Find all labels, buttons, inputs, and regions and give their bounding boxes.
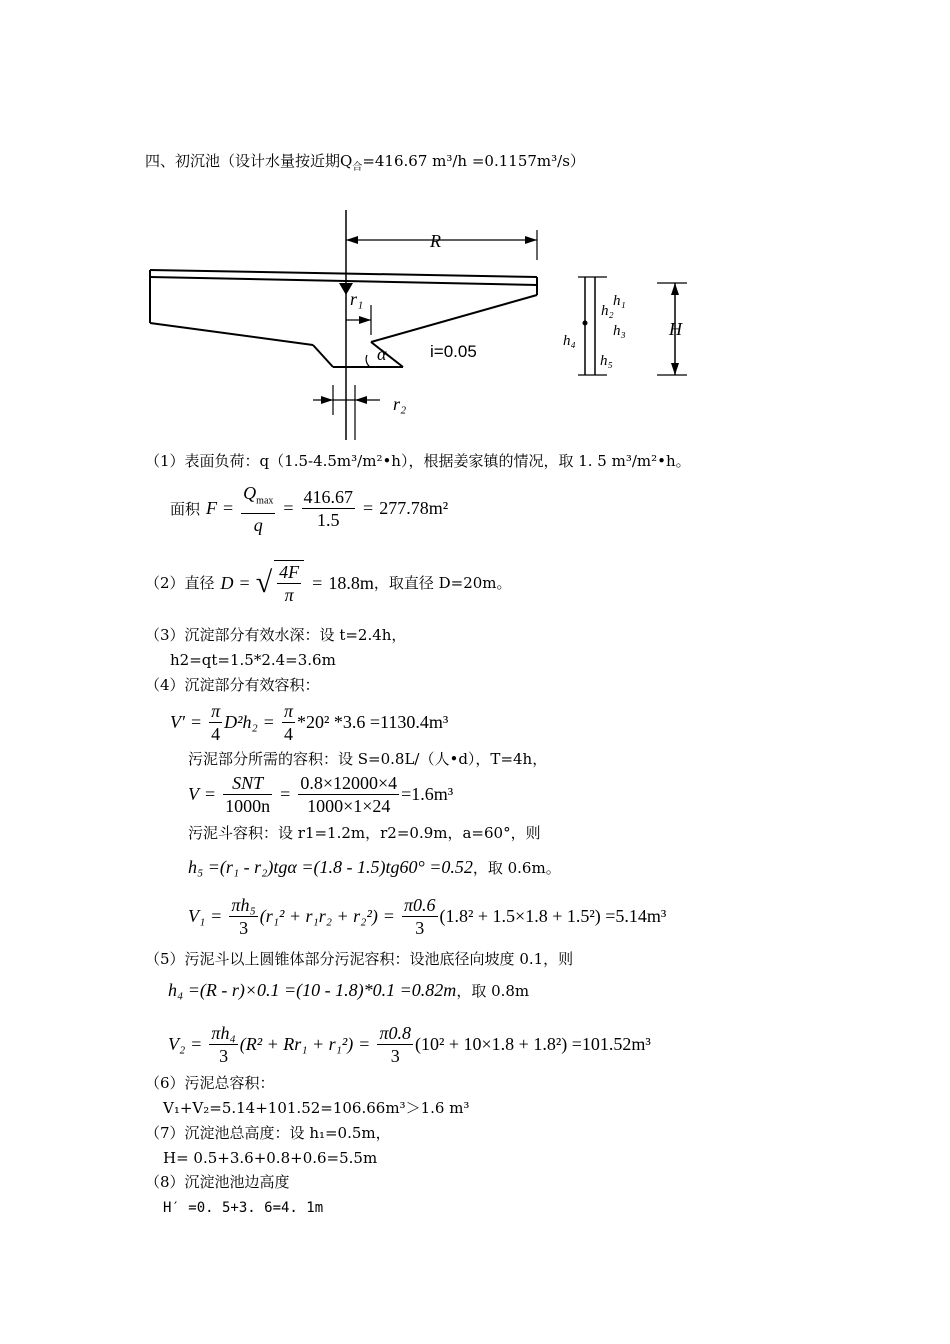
s2-sqrt: √ $\frac{4F}{\pi}$ [256,560,306,606]
s5-eq1-body: h₄ =(R - r)×0.1 =(10 - 1.8)*0.1 =0.82m [168,980,457,1000]
s1-q: q [253,514,263,535]
s4-eq1-f1d: 4 [211,724,221,744]
heading-rest: =416.67 m³/h =0.1157m³/s） [362,152,585,170]
s4-eq2-lhs: V [188,784,199,804]
s2-tail: ，取直径 D=20m。 [373,574,512,592]
settling-tank-diagram [145,205,705,445]
s4-eq2-f1n: SNT [223,772,272,795]
s4-eq2: V = $\frac{\text{SNT}}{1000n}$ = $\frac{0.8\times 12000\times 4}{1000\times 1\times 24}$ =1.6m³ [188,773,454,816]
s1-num: 416.67 [303,487,354,508]
s5-eq1-tail: ，取 0.8m [456,981,530,1000]
s1-den: 1.5 [317,510,340,531]
label-H: H [669,319,682,339]
label-alpha: α [377,344,387,364]
s5-eq2-f2d: 3 [390,1046,400,1066]
s8-line2: H′ =0. 5+3. 6=4. 1m [163,1200,324,1216]
s5-eq2-f1n: πh₄ [211,1023,236,1043]
s5-eq2: V₂ = $\frac{\text{πh₄}}{3}$ (R² + Rr₁ + r₁²) = $\frac{\pi 0.8}{3}$ (10² + 10×1.8 + 1.8²) =101.52m³ [168,1023,651,1066]
label-r2: r₂ [393,394,407,414]
s4-eq2-f2d: 1000×1×24 [307,796,391,816]
s4-eq4-f1n: πh₅ [231,895,256,915]
s4-eq2-f2n: 0.8×12000×4 [300,773,398,793]
s4-eq3-tail: ，取 0.6m。 [472,858,561,877]
label-slope: i=0.05 [430,342,477,361]
label-r1: r₁ [350,289,364,309]
s4-eq1-mid: D²h₂ [224,712,258,732]
s1-Q: Q [243,483,257,503]
s4-eq4-rest: (1.8² + 1.5×1.8 + 1.5²) =5.14m³ [439,906,667,926]
s1-F: F [206,498,218,519]
s4-eq4-f2n: π0.6 [403,895,436,915]
label-h3: h₃ [613,323,626,339]
s1-text: （1）表面负荷：q（1.5-4.5m³/m²•h），根据姜家镇的情况，取 1. 5 m³/m²•h。 [145,452,691,470]
s2-label: （2）直径 [145,574,215,592]
s4-line2: 污泥部分所需的容积：设 S=0.8L/（人•d），T=4h， [188,750,548,768]
s2-den: π [284,585,294,605]
s2-result: 18.8m [328,572,374,593]
s5-eq1 [168,980,529,1001]
s4-eq3 [188,857,561,878]
s5-eq2-f1d: 3 [219,1046,229,1066]
label-h2: h₂ [601,303,614,319]
s8-line1: （8）沉淀池池边高度 [145,1173,290,1191]
s1-frac2 [302,486,356,531]
s1-Qsub: max [256,495,274,507]
s4-eq2-f1d: 1000n [225,796,271,816]
s2-D: D [220,572,234,593]
s5-line1: （5）污泥斗以上圆锥体部分污泥容积：设池底径向坡度 0.1，则 [145,950,574,968]
s2-num: 4F [279,562,300,582]
s1-area-equation: 面积 F = $\frac{Q_{max}}{q}$ = $\frac{416.67}{1.5}$ = 277.78m² [170,483,449,535]
s4-eq1-f2d: 4 [283,724,293,744]
s5-eq2-rest: (10² + 10×1.8 + 1.8²) =101.52m³ [414,1034,651,1054]
s3-line1: （3）沉淀部分有效水深：设 t=2.4h， [145,626,407,644]
heading-prefix: 四、初沉池（设计水量按近期Q [145,152,353,170]
s4-eq3-body: h₅ =(r₁ - r₂)tgα =(1.8 - 1.5)tg60° =0.52 [188,857,473,877]
section-heading [145,152,585,177]
s7-line2: H= 0.5+3.6+0.8+0.6=5.5m [163,1149,378,1167]
s4-eq1: V′ = $\frac{\pi}{4}$ D²h₂ = $\frac{\pi}{4}$ *20² *3.6 =1130.4m³ [170,701,449,744]
s3-line2: h2=qt=1.5*2.4=3.6m [170,651,336,669]
s6-line1: （6）污泥总容积： [145,1074,275,1092]
s5-eq2-mid: (R² + Rr₁ + r₁²) [239,1034,354,1054]
s4-eq2-rest: =1.6m³ [401,784,454,804]
label-R: R [430,231,441,251]
s7-line1: （7）沉淀池总高度：设 h₁=0.5m， [145,1124,391,1142]
s5-eq2-f2n: π0.8 [379,1023,411,1043]
s6-line2: V₁+V₂=5.14+101.52=106.66m³＞1.6 m³ [163,1099,470,1117]
heading-sub: 合 [352,162,363,173]
s4-line1: （4）沉淀部分有效容积： [145,676,320,694]
s2-diameter-equation: （2）直径 D = √ $\frac{4F}{\pi}$ = 18.8m ，取直径 D=20m。 [145,562,512,605]
s1-label: 面积 [170,499,201,518]
s4-eq1-f2n: π [283,701,293,721]
s4-eq4-f2d: 3 [415,918,425,938]
label-h1: h₁ [613,293,626,309]
s4-line3: 污泥斗容积：设 r1=1.2m，r2=0.9m，a=60°，则 [188,824,541,842]
s1-result: 277.78m² [379,498,449,519]
s4-eq1-f1n: π [211,701,221,721]
s4-eq1-rest: *20² *3.6 =1130.4m³ [296,712,449,732]
s5-eq2-lhs: V₂ [168,1034,186,1054]
s4-eq4-lhs: V₁ [188,906,206,926]
s4-eq4-f1d: 3 [239,918,249,938]
s4-eq4-mid: (r₁² + r₁r₂ + r₂²) [259,906,378,926]
s4-eq4: V₁ = $\frac{\text{πh₅}}{3}$ (r₁² + r₁r₂ + r₂²) = $\frac{\pi 0.6}{3}$ (1.8² + 1.5×1.8 + 1.5²) =5.14m³ [188,895,667,938]
label-h4: h₄ [563,333,576,349]
s4-eq1-lhs: V′ [170,712,185,732]
s1-frac1 [241,482,275,536]
label-h5: h₅ [600,353,613,369]
